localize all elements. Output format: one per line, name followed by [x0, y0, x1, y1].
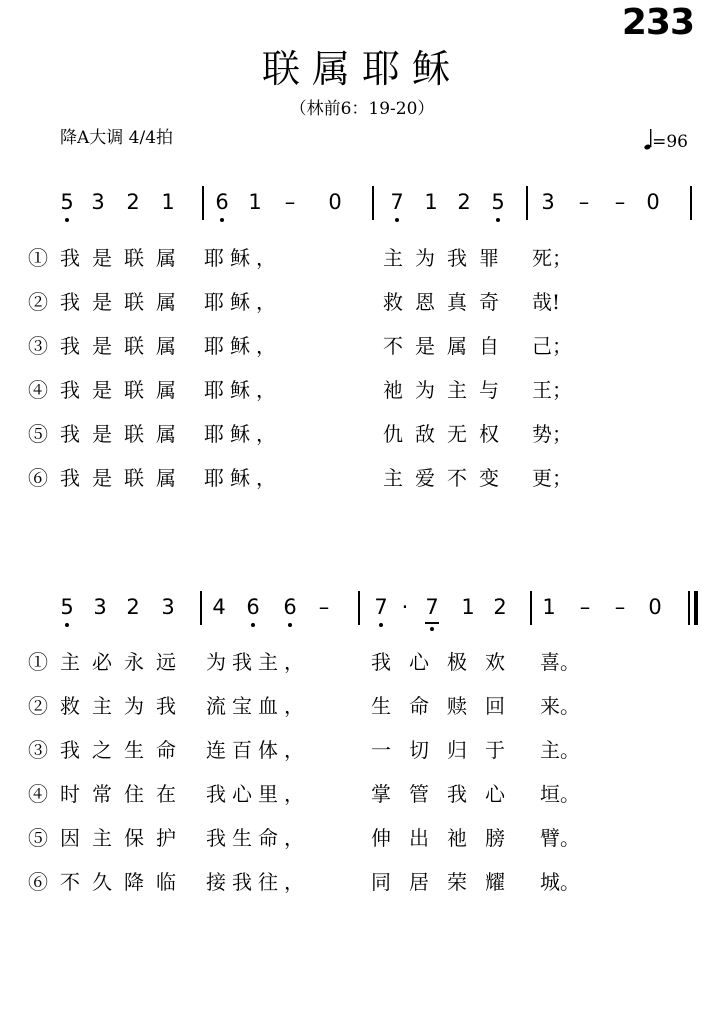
hold-dash [313, 595, 335, 619]
note-text: 5 [60, 190, 74, 214]
low-octave-dot [395, 218, 399, 222]
notation-line-1 [0, 190, 724, 224]
hold-dash [279, 190, 301, 214]
tempo-marking [644, 123, 688, 152]
lyric-segment: 主。 [540, 738, 580, 762]
note [89, 595, 111, 619]
note-text: 3 [93, 595, 107, 619]
note [644, 595, 666, 619]
lyric-segment: ⑤我是联属 [28, 422, 188, 446]
note-text: 6 [215, 190, 229, 214]
low-octave-dot [430, 627, 434, 631]
note [56, 595, 78, 619]
dot-extension [394, 595, 416, 619]
lyric-segment: 我心里， [206, 782, 310, 806]
note-text: 6 [246, 595, 260, 619]
key-and-time-signature: 降A大调 4/4拍 [60, 128, 174, 148]
note-text: 4 [212, 595, 226, 619]
note [420, 190, 442, 214]
note [421, 595, 443, 619]
lyric-segment: 连百体， [206, 738, 310, 762]
note-text: 3 [91, 190, 105, 214]
low-octave-dot [220, 218, 224, 222]
low-octave-dot [379, 623, 383, 627]
note [157, 595, 179, 619]
hold-dash [609, 190, 631, 214]
lyric-segment: 城。 [540, 870, 580, 894]
lyric-segment: 耶稣， [204, 290, 282, 314]
final-barline [694, 591, 698, 625]
tempo-value: =96 [652, 132, 688, 152]
lyric-segment: ⑥不久降临 [28, 870, 188, 894]
low-octave-dot [65, 218, 69, 222]
note-text: 0 [328, 190, 342, 214]
note-text: – [578, 190, 590, 214]
lyric-segment: 更； [532, 466, 572, 490]
lyric-segment: 我生命， [206, 826, 310, 850]
lyric-segment: 己； [532, 334, 572, 358]
lyric-segment: 耶稣， [204, 378, 282, 402]
note-text: 5 [491, 190, 505, 214]
barline [526, 186, 528, 220]
note [642, 190, 664, 214]
note-text: 7 [390, 190, 404, 214]
barline [688, 591, 690, 625]
lyric-segment: 哉! [532, 290, 561, 314]
note-text: 2 [126, 190, 140, 214]
note [453, 190, 475, 214]
lyric-segment: ②我是联属 [28, 290, 188, 314]
note [487, 190, 509, 214]
lyric-segment: 仇敌无权 [383, 422, 511, 446]
note [122, 595, 144, 619]
low-octave-dot [65, 623, 69, 627]
low-octave-dot [288, 623, 292, 627]
note [370, 595, 392, 619]
barline [202, 186, 204, 220]
note-text: 1 [461, 595, 475, 619]
lyric-segment: 耶稣， [204, 466, 282, 490]
lyric-segment: ④时常住在 [28, 782, 188, 806]
lyric-segment: ①我是联属 [28, 246, 188, 270]
lyric-segment: 一切归于 [371, 738, 523, 762]
note [122, 190, 144, 214]
lyric-segment: ②救主为我 [28, 694, 188, 718]
note-text: – [614, 190, 626, 214]
note-text: 2 [493, 595, 507, 619]
eighth-underline [425, 622, 439, 624]
lyric-segment: 主爱不变 [383, 466, 511, 490]
note [537, 190, 559, 214]
barline [690, 186, 692, 220]
note-text: – [318, 595, 330, 619]
lyric-segment: 耶稣， [204, 334, 282, 358]
lyric-segment: ⑤因主保护 [28, 826, 188, 850]
hymn-title: 联属耶稣 [261, 47, 462, 91]
lyric-segment: 我心极欢 [371, 650, 523, 674]
lyric-segment: 生命赎回 [371, 694, 523, 718]
lyric-segment: 臂。 [540, 826, 580, 850]
lyric-segment: ③我之生命 [28, 738, 188, 762]
note [87, 190, 109, 214]
hold-dash [573, 190, 595, 214]
note [244, 190, 266, 214]
barline [372, 186, 374, 220]
lyric-segment: 喜。 [540, 650, 580, 674]
barline [358, 591, 360, 625]
note-text: 1 [424, 190, 438, 214]
barline [200, 591, 202, 625]
quarter-note-icon [644, 127, 652, 151]
note-text: – [284, 190, 296, 214]
note [386, 190, 408, 214]
lyric-segment: 同居荣耀 [371, 870, 523, 894]
lyric-segment: 伸出祂膀 [371, 826, 523, 850]
note [208, 595, 230, 619]
scripture-reference: （林前6：19-20） [289, 99, 435, 119]
lyric-segment: ⑥我是联属 [28, 466, 188, 490]
low-octave-dot [496, 218, 500, 222]
lyric-segment: 耶稣， [204, 246, 282, 270]
note-text: 7 [425, 595, 439, 619]
hold-dash [574, 595, 596, 619]
note-text: 3 [161, 595, 175, 619]
note [324, 190, 346, 214]
note [56, 190, 78, 214]
lyric-segment: 流宝血， [206, 694, 310, 718]
lyric-segment: 救恩真奇 [383, 290, 511, 314]
note [211, 190, 233, 214]
note [489, 595, 511, 619]
note-text: 3 [541, 190, 555, 214]
note-text: 0 [648, 595, 662, 619]
note-text: 6 [283, 595, 297, 619]
lyric-segment: 死； [532, 246, 572, 270]
note [538, 595, 560, 619]
lyric-segment: 来。 [540, 694, 580, 718]
note-text: 0 [646, 190, 660, 214]
lyric-segment: 王； [532, 378, 572, 402]
lyric-segment: 不是属自 [383, 334, 511, 358]
barline [530, 591, 532, 625]
lyric-segment: 主为我罪 [383, 246, 511, 270]
note-text: 7 [374, 595, 388, 619]
lyric-segment: 接我往， [206, 870, 310, 894]
note [279, 595, 301, 619]
note-text: – [579, 595, 591, 619]
lyric-segment: ①主必永远 [28, 650, 188, 674]
hymn-number: 233 [621, 2, 694, 43]
lyric-segment: ④我是联属 [28, 378, 188, 402]
note-text: · [401, 595, 409, 619]
note [457, 595, 479, 619]
lyric-segment: 掌管我心 [371, 782, 523, 806]
note [242, 595, 264, 619]
note-text: 2 [126, 595, 140, 619]
notation-line-2 [0, 595, 724, 629]
lyric-segment: 势； [532, 422, 572, 446]
hold-dash [609, 595, 631, 619]
lyric-segment: 祂为主与 [383, 378, 511, 402]
note-text: 1 [542, 595, 556, 619]
note-text: 5 [60, 595, 74, 619]
note-text: 1 [161, 190, 175, 214]
note-text: 2 [457, 190, 471, 214]
note [157, 190, 179, 214]
lyric-segment: 耶稣， [204, 422, 282, 446]
lyric-segment: 垣。 [540, 782, 580, 806]
lyric-segment: ③我是联属 [28, 334, 188, 358]
low-octave-dot [251, 623, 255, 627]
note-text: – [614, 595, 626, 619]
note-text: 1 [248, 190, 262, 214]
lyric-segment: 为我主， [206, 650, 310, 674]
